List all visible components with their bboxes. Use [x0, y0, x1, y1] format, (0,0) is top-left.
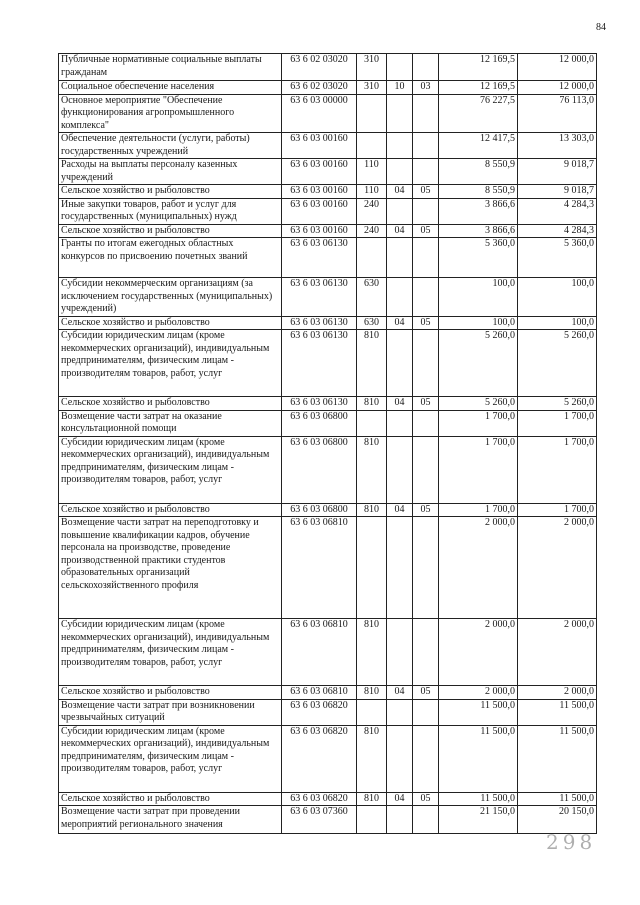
row-section-cell: [387, 806, 413, 834]
row-csr-code-cell: 63 6 03 06130: [282, 397, 357, 411]
row-amount-year1-cell: 3 866,6: [439, 224, 518, 238]
row-subsection-cell: [413, 517, 439, 619]
row-expense-type-cell: 810: [357, 503, 387, 517]
archive-stamp-number: 298: [546, 830, 597, 854]
row-amount-year1-cell: 3 866,6: [439, 198, 518, 224]
row-amount-year2-cell: 2 000,0: [518, 686, 597, 700]
row-amount-year2-cell: 2 000,0: [518, 619, 597, 686]
row-name-cell: Сельское хозяйство и рыболовство: [59, 224, 282, 238]
row-amount-year2-cell: 9 018,7: [518, 159, 597, 185]
table-row: [59, 436, 597, 503]
row-subsection-cell: [413, 133, 439, 159]
row-amount-year1-cell: 2 000,0: [439, 686, 518, 700]
row-amount-year2-cell: 76 113,0: [518, 94, 597, 133]
row-subsection-cell: 05: [413, 792, 439, 806]
row-amount-year2-cell: 1 700,0: [518, 410, 597, 436]
row-amount-year2-cell: 11 500,0: [518, 699, 597, 725]
row-amount-year2-cell: 13 303,0: [518, 133, 597, 159]
row-name-cell: Возмещение части затрат при возникновении чрезвычайных ситуаций: [59, 699, 282, 725]
row-csr-code-cell: 63 6 03 00160: [282, 224, 357, 238]
row-section-cell: [387, 699, 413, 725]
row-amount-year1-cell: 76 227,5: [439, 94, 518, 133]
row-amount-year1-cell: 1 700,0: [439, 410, 518, 436]
row-expense-type-cell: 110: [357, 185, 387, 199]
row-csr-code-cell: 63 6 03 00160: [282, 198, 357, 224]
row-expense-type-cell: 310: [357, 81, 387, 95]
table-row: [59, 159, 597, 185]
row-csr-code-cell: 63 6 03 07360: [282, 806, 357, 834]
row-amount-year2-cell: 5 260,0: [518, 397, 597, 411]
row-section-cell: [387, 436, 413, 503]
row-subsection-cell: [413, 410, 439, 436]
row-section-cell: [387, 198, 413, 224]
row-amount-year2-cell: 9 018,7: [518, 185, 597, 199]
row-subsection-cell: 03: [413, 81, 439, 95]
table-row: [59, 224, 597, 238]
row-expense-type-cell: [357, 133, 387, 159]
row-subsection-cell: [413, 806, 439, 834]
row-amount-year2-cell: 5 260,0: [518, 330, 597, 397]
row-amount-year1-cell: 5 360,0: [439, 238, 518, 278]
table-row: [59, 397, 597, 411]
row-subsection-cell: 05: [413, 185, 439, 199]
row-name-cell: Социальное обеспечение населения: [59, 81, 282, 95]
row-amount-year2-cell: 100,0: [518, 316, 597, 330]
row-csr-code-cell: 63 6 03 06130: [282, 330, 357, 397]
row-csr-code-cell: 63 6 03 06130: [282, 278, 357, 317]
row-expense-type-cell: 630: [357, 278, 387, 317]
table-row: [59, 278, 597, 317]
row-csr-code-cell: 63 6 03 06130: [282, 238, 357, 278]
row-name-cell: Сельское хозяйство и рыболовство: [59, 503, 282, 517]
row-section-cell: [387, 238, 413, 278]
row-csr-code-cell: 63 6 03 00160: [282, 133, 357, 159]
row-amount-year1-cell: 21 150,0: [439, 806, 518, 834]
row-section-cell: [387, 330, 413, 397]
table-row: [59, 54, 597, 81]
row-amount-year2-cell: 1 700,0: [518, 436, 597, 503]
row-subsection-cell: 05: [413, 686, 439, 700]
row-name-cell: Сельское хозяйство и рыболовство: [59, 397, 282, 411]
row-subsection-cell: [413, 619, 439, 686]
row-subsection-cell: 05: [413, 316, 439, 330]
row-amount-year2-cell: 1 700,0: [518, 503, 597, 517]
row-amount-year2-cell: 12 000,0: [518, 54, 597, 81]
row-amount-year1-cell: 11 500,0: [439, 792, 518, 806]
table-row: [59, 316, 597, 330]
row-expense-type-cell: [357, 410, 387, 436]
row-amount-year1-cell: 12 169,5: [439, 81, 518, 95]
row-subsection-cell: 05: [413, 503, 439, 517]
row-amount-year1-cell: 1 700,0: [439, 436, 518, 503]
row-csr-code-cell: 63 6 03 06800: [282, 410, 357, 436]
row-expense-type-cell: [357, 699, 387, 725]
row-amount-year1-cell: 1 700,0: [439, 503, 518, 517]
row-section-cell: 04: [387, 686, 413, 700]
table-row: [59, 133, 597, 159]
row-expense-type-cell: 810: [357, 397, 387, 411]
row-name-cell: Основное мероприятие "Обеспечение функционирования агропромышленного комплекса": [59, 94, 282, 133]
row-name-cell: Субсидии юридическим лицам (кроме некоммерческих организаций), индивидуальным предпринимателям, физическим лицам - производителям товаров, работ, услуг: [59, 330, 282, 397]
row-section-cell: [387, 133, 413, 159]
row-amount-year1-cell: 100,0: [439, 278, 518, 317]
row-expense-type-cell: 110: [357, 159, 387, 185]
table-row: [59, 238, 597, 278]
row-csr-code-cell: 63 6 03 06800: [282, 436, 357, 503]
row-subsection-cell: [413, 278, 439, 317]
row-section-cell: [387, 517, 413, 619]
row-name-cell: Расходы на выплаты персоналу казенных учреждений: [59, 159, 282, 185]
row-name-cell: Обеспечение деятельности (услуги, работы) государственных учреждений: [59, 133, 282, 159]
row-csr-code-cell: 63 6 02 03020: [282, 81, 357, 95]
table-row: [59, 686, 597, 700]
row-section-cell: [387, 410, 413, 436]
row-amount-year2-cell: 100,0: [518, 278, 597, 317]
row-subsection-cell: 05: [413, 397, 439, 411]
row-csr-code-cell: 63 6 03 06820: [282, 725, 357, 792]
row-section-cell: [387, 159, 413, 185]
row-expense-type-cell: [357, 238, 387, 278]
row-amount-year2-cell: 11 500,0: [518, 725, 597, 792]
row-expense-type-cell: 240: [357, 198, 387, 224]
row-csr-code-cell: 63 6 03 06810: [282, 686, 357, 700]
row-section-cell: [387, 619, 413, 686]
table-row: [59, 94, 597, 133]
row-amount-year1-cell: 100,0: [439, 316, 518, 330]
row-expense-type-cell: [357, 94, 387, 133]
row-amount-year2-cell: 4 284,3: [518, 198, 597, 224]
row-csr-code-cell: 63 6 03 06130: [282, 316, 357, 330]
page-number: 84: [596, 22, 606, 33]
row-name-cell: Публичные нормативные социальные выплаты гражданам: [59, 54, 282, 81]
row-name-cell: Сельское хозяйство и рыболовство: [59, 792, 282, 806]
row-expense-type-cell: [357, 806, 387, 834]
row-amount-year1-cell: 2 000,0: [439, 619, 518, 686]
row-subsection-cell: [413, 94, 439, 133]
row-csr-code-cell: 63 6 03 00000: [282, 94, 357, 133]
row-amount-year1-cell: 12 169,5: [439, 54, 518, 81]
table-row: [59, 503, 597, 517]
row-csr-code-cell: 63 6 03 06810: [282, 517, 357, 619]
row-expense-type-cell: 240: [357, 224, 387, 238]
row-amount-year1-cell: 11 500,0: [439, 725, 518, 792]
table-row: [59, 792, 597, 806]
row-amount-year2-cell: 2 000,0: [518, 517, 597, 619]
row-expense-type-cell: 310: [357, 54, 387, 81]
row-expense-type-cell: 810: [357, 436, 387, 503]
table-row: [59, 330, 597, 397]
table-row: [59, 185, 597, 199]
row-name-cell: Сельское хозяйство и рыболовство: [59, 316, 282, 330]
row-expense-type-cell: [357, 517, 387, 619]
row-amount-year1-cell: 2 000,0: [439, 517, 518, 619]
row-subsection-cell: [413, 238, 439, 278]
row-amount-year2-cell: 12 000,0: [518, 81, 597, 95]
row-expense-type-cell: 810: [357, 619, 387, 686]
row-expense-type-cell: 810: [357, 686, 387, 700]
row-name-cell: Субсидии юридическим лицам (кроме некоммерческих организаций), индивидуальным предпринимателям, физическим лицам - производителям товаров, работ, услуг: [59, 725, 282, 792]
row-csr-code-cell: 63 6 03 00160: [282, 159, 357, 185]
row-amount-year1-cell: 5 260,0: [439, 397, 518, 411]
table-row: [59, 699, 597, 725]
row-amount-year2-cell: 20 150,0: [518, 806, 597, 834]
row-section-cell: [387, 94, 413, 133]
row-name-cell: Субсидии юридическим лицам (кроме некоммерческих организаций), индивидуальным предпринимателям, физическим лицам - производителям товаров, работ, услуг: [59, 436, 282, 503]
row-name-cell: Возмещение части затрат на переподготовку и повышение квалификации кадров, обучение персонала на производстве, проведение производственной практики студентов образовательных организаций сельскохозяйственного профиля: [59, 517, 282, 619]
row-amount-year2-cell: 4 284,3: [518, 224, 597, 238]
row-expense-type-cell: 810: [357, 330, 387, 397]
row-subsection-cell: [413, 54, 439, 81]
row-section-cell: [387, 725, 413, 792]
row-amount-year1-cell: 8 550,9: [439, 185, 518, 199]
row-name-cell: Сельское хозяйство и рыболовство: [59, 185, 282, 199]
row-name-cell: Возмещение части затрат при проведении мероприятий регионального значения: [59, 806, 282, 834]
row-expense-type-cell: 630: [357, 316, 387, 330]
row-csr-code-cell: 63 6 03 00160: [282, 185, 357, 199]
row-subsection-cell: [413, 159, 439, 185]
row-csr-code-cell: 63 6 03 06810: [282, 619, 357, 686]
row-expense-type-cell: 810: [357, 725, 387, 792]
row-section-cell: 04: [387, 792, 413, 806]
row-section-cell: 04: [387, 316, 413, 330]
row-name-cell: Сельское хозяйство и рыболовство: [59, 686, 282, 700]
row-amount-year2-cell: 5 360,0: [518, 238, 597, 278]
row-name-cell: Иные закупки товаров, работ и услуг для государственных (муниципальных) нужд: [59, 198, 282, 224]
table-row: [59, 198, 597, 224]
budget-table: [58, 53, 597, 834]
row-name-cell: Гранты по итогам ежегодных областных конкурсов по присвоению почетных званий: [59, 238, 282, 278]
row-name-cell: Субсидии юридическим лицам (кроме некоммерческих организаций), индивидуальным предпринимателям, физическим лицам - производителям товаров, работ, услуг: [59, 619, 282, 686]
table-row: [59, 806, 597, 834]
table-row: [59, 619, 597, 686]
table-row: [59, 517, 597, 619]
row-section-cell: 04: [387, 397, 413, 411]
row-amount-year1-cell: 11 500,0: [439, 699, 518, 725]
row-name-cell: Субсидии некоммерческим организациям (за исключением государственных (муниципальных) учреждений): [59, 278, 282, 317]
row-section-cell: 04: [387, 503, 413, 517]
row-subsection-cell: [413, 699, 439, 725]
row-section-cell: [387, 278, 413, 317]
row-subsection-cell: [413, 725, 439, 792]
row-subsection-cell: 05: [413, 224, 439, 238]
row-section-cell: [387, 54, 413, 81]
row-subsection-cell: [413, 198, 439, 224]
row-amount-year1-cell: 8 550,9: [439, 159, 518, 185]
row-csr-code-cell: 63 6 02 03020: [282, 54, 357, 81]
row-amount-year1-cell: 5 260,0: [439, 330, 518, 397]
row-csr-code-cell: 63 6 03 06820: [282, 792, 357, 806]
table-row: [59, 410, 597, 436]
row-name-cell: Возмещение части затрат на оказание консультационной помощи: [59, 410, 282, 436]
row-csr-code-cell: 63 6 03 06800: [282, 503, 357, 517]
table-row: [59, 81, 597, 95]
row-section-cell: 10: [387, 81, 413, 95]
row-expense-type-cell: 810: [357, 792, 387, 806]
row-section-cell: 04: [387, 224, 413, 238]
row-subsection-cell: [413, 330, 439, 397]
row-amount-year1-cell: 12 417,5: [439, 133, 518, 159]
row-section-cell: 04: [387, 185, 413, 199]
row-subsection-cell: [413, 436, 439, 503]
row-csr-code-cell: 63 6 03 06820: [282, 699, 357, 725]
table-row: [59, 725, 597, 792]
row-amount-year2-cell: 11 500,0: [518, 792, 597, 806]
